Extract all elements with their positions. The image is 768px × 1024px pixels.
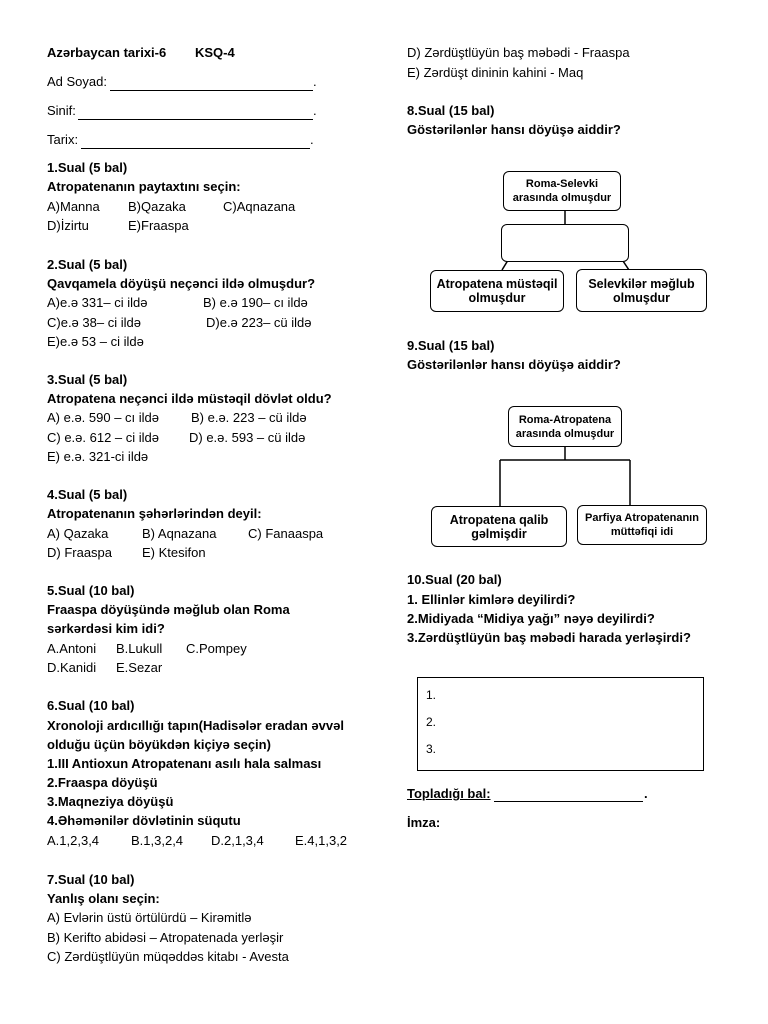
q3-option-c[interactable]: C) e.ə. 612 – ci ildə xyxy=(47,430,160,445)
q8-title: 8.Sual (15 bal) xyxy=(407,103,495,118)
date-field-end: . xyxy=(310,132,314,147)
q10-answer-number-2: 2. xyxy=(426,715,437,729)
q9-right-box: Parfiya Atropatenanın müttəfiqi idi xyxy=(577,505,707,545)
q7-option-a[interactable]: A) Evlərin üstü örtülürdü – Kirəmitlə xyxy=(47,910,252,925)
q10-answer-number-1: 1. xyxy=(426,688,437,702)
q1-title: 1.Sual (5 bal) xyxy=(47,160,128,175)
score-field-end: . xyxy=(644,786,648,801)
q1-question: Atropatenanın paytaxtını seçin: xyxy=(47,179,241,194)
q5-option-e[interactable]: E.Sezar xyxy=(116,660,163,675)
q6-event-2: 2.Fraaspa döyüşü xyxy=(47,775,158,790)
q1-option-d[interactable]: D)İzirtu xyxy=(47,218,89,233)
q10-question-3: 3.Zərdüştlüyün baş məbədi harada yerləşirdi? xyxy=(407,630,691,645)
q7-title: 7.Sual (10 bal) xyxy=(47,872,135,887)
q6-option-a[interactable]: A.1,2,3,4 xyxy=(47,833,100,848)
q7-question: Yanlış olanı seçin: xyxy=(47,891,160,906)
q10-answer-number-3: 3. xyxy=(426,742,437,756)
q4-option-d[interactable]: D) Fraaspa xyxy=(47,545,113,560)
subject-title: Azərbaycan tarixi-6 xyxy=(47,45,167,60)
q5-question-line-1: Fraaspa döyüşündə məğlub olan Roma xyxy=(47,602,290,617)
q10-answer-box[interactable] xyxy=(417,677,704,771)
q8-top-box: Roma-Selevki arasında olmuşdur xyxy=(503,171,621,211)
name-field-end: . xyxy=(313,74,317,89)
q7-option-d[interactable]: D) Zərdüştlüyün baş məbədi - Fraaspa xyxy=(407,45,630,60)
q8-right-box: Selevkilər məğlub olmuşdur xyxy=(576,269,707,312)
q2-title: 2.Sual (5 bal) xyxy=(47,257,128,272)
q6-option-b[interactable]: B.1,3,2,4 xyxy=(131,833,184,848)
q3-title: 3.Sual (5 bal) xyxy=(47,372,128,387)
q8-left-box: Atropatena müstəqil olmuşdur xyxy=(430,270,564,312)
q6-question-line-2: olduğu üçün böyükdən kiçiyə seçin) xyxy=(47,737,271,752)
q9-left-box: Atropatena qalib gəlmişdir xyxy=(431,506,567,547)
q5-question-line-2: sərkərdəsi kim idi? xyxy=(47,621,165,636)
class-field-end: . xyxy=(313,103,317,118)
q2-option-c[interactable]: C)e.ə 38– ci ildə xyxy=(47,315,141,330)
q3-option-a[interactable]: A) e.ə. 590 – cı ildə xyxy=(47,410,160,425)
q5-option-b[interactable]: B.Lukull xyxy=(116,641,163,656)
q8-answer-box[interactable] xyxy=(501,224,629,262)
q4-option-a[interactable]: A) Qazaka xyxy=(47,526,109,541)
q6-question-line-1: Xronoloji ardıcıllığı tapın(Hadisələr eradan əvvəl xyxy=(47,718,344,733)
q7-option-c[interactable]: C) Zərdüştlüyün müqəddəs kitabı - Avesta xyxy=(47,949,289,964)
q4-option-c[interactable]: C) Fanaaspa xyxy=(248,526,324,541)
q4-option-b[interactable]: B) Aqnazana xyxy=(142,526,217,541)
q10-question-1: 1. Ellinlər kimlərə deyilirdi? xyxy=(407,592,576,607)
q2-question: Qavqamela döyüşü neçənci ildə olmuşdur? xyxy=(47,276,316,291)
q7-option-e[interactable]: E) Zərdüşt dininin kahini - Maq xyxy=(407,65,584,80)
q6-event-1: 1.III Antioxun Atropatenanı asılı hala salması xyxy=(47,756,322,771)
q2-option-a[interactable]: A)e.ə 331– ci ildə xyxy=(47,295,148,310)
q5-option-a[interactable]: A.Antoni xyxy=(47,641,97,656)
q2-option-d[interactable]: D)e.ə 223– cü ildə xyxy=(206,315,312,330)
q1-option-e[interactable]: E)Fraaspa xyxy=(128,218,189,233)
date-label: Tarix: xyxy=(47,132,79,147)
class-label: Sinif: xyxy=(47,103,76,118)
q8-question: Göstərilənlər hansı döyüşə aiddir? xyxy=(407,122,621,137)
q3-option-d[interactable]: D) e.ə. 593 – cü ildə xyxy=(189,430,306,445)
name-label: Ad Soyad: xyxy=(47,74,107,89)
q2-option-e[interactable]: E)e.ə 53 – ci ildə xyxy=(47,334,144,349)
q5-title: 5.Sual (10 bal) xyxy=(47,583,135,598)
q6-title: 6.Sual (10 bal) xyxy=(47,698,135,713)
q3-question: Atropatena neçənci ildə müstəqil dövlət oldu? xyxy=(47,391,332,406)
q10-question-2: 2.Midiyada “Midiya yağı” nəyə deyilirdi? xyxy=(407,611,655,626)
q10-title: 10.Sual (20 bal) xyxy=(407,572,502,587)
q5-option-d[interactable]: D.Kanidi xyxy=(47,660,97,675)
q2-option-b[interactable]: B) e.ə 190– cı ildə xyxy=(203,295,308,310)
score-field-line[interactable] xyxy=(494,801,643,802)
q4-title: 4.Sual (5 bal) xyxy=(47,487,128,502)
q7-option-b[interactable]: B) Kerifto abidəsi – Atropatenada yerləşir xyxy=(47,930,284,945)
q9-top-box: Roma-Atropatena arasında olmuşdur xyxy=(508,406,622,447)
q6-option-d[interactable]: D.2,1,3,4 xyxy=(211,833,264,848)
score-label: Topladığı bal: xyxy=(407,786,491,801)
test-code: KSQ-4 xyxy=(195,45,235,60)
q1-option-b[interactable]: B)Qazaka xyxy=(128,199,186,214)
q6-option-e[interactable]: E.4,1,3,2 xyxy=(295,833,348,848)
q4-question: Atropatenanın şəhərlərindən deyil: xyxy=(47,506,262,521)
q6-event-4: 4.Əhəmənilər dövlətinin süqutu xyxy=(47,813,241,828)
q5-option-c[interactable]: C.Pompey xyxy=(186,641,247,656)
q9-title: 9.Sual (15 bal) xyxy=(407,338,495,353)
q9-question: Göstərilənlər hansı döyüşə aiddir? xyxy=(407,357,621,372)
q6-event-3: 3.Maqneziya döyüşü xyxy=(47,794,174,809)
signature-label: İmza: xyxy=(407,815,441,830)
q3-option-b[interactable]: B) e.ə. 223 – cü ildə xyxy=(191,410,307,425)
q3-option-e[interactable]: E) e.ə. 321-ci ildə xyxy=(47,449,149,464)
q4-option-e[interactable]: E) Ktesifon xyxy=(142,545,206,560)
q1-option-a[interactable]: A)Manna xyxy=(47,199,100,214)
q1-option-c[interactable]: C)Aqnazana xyxy=(223,199,296,214)
